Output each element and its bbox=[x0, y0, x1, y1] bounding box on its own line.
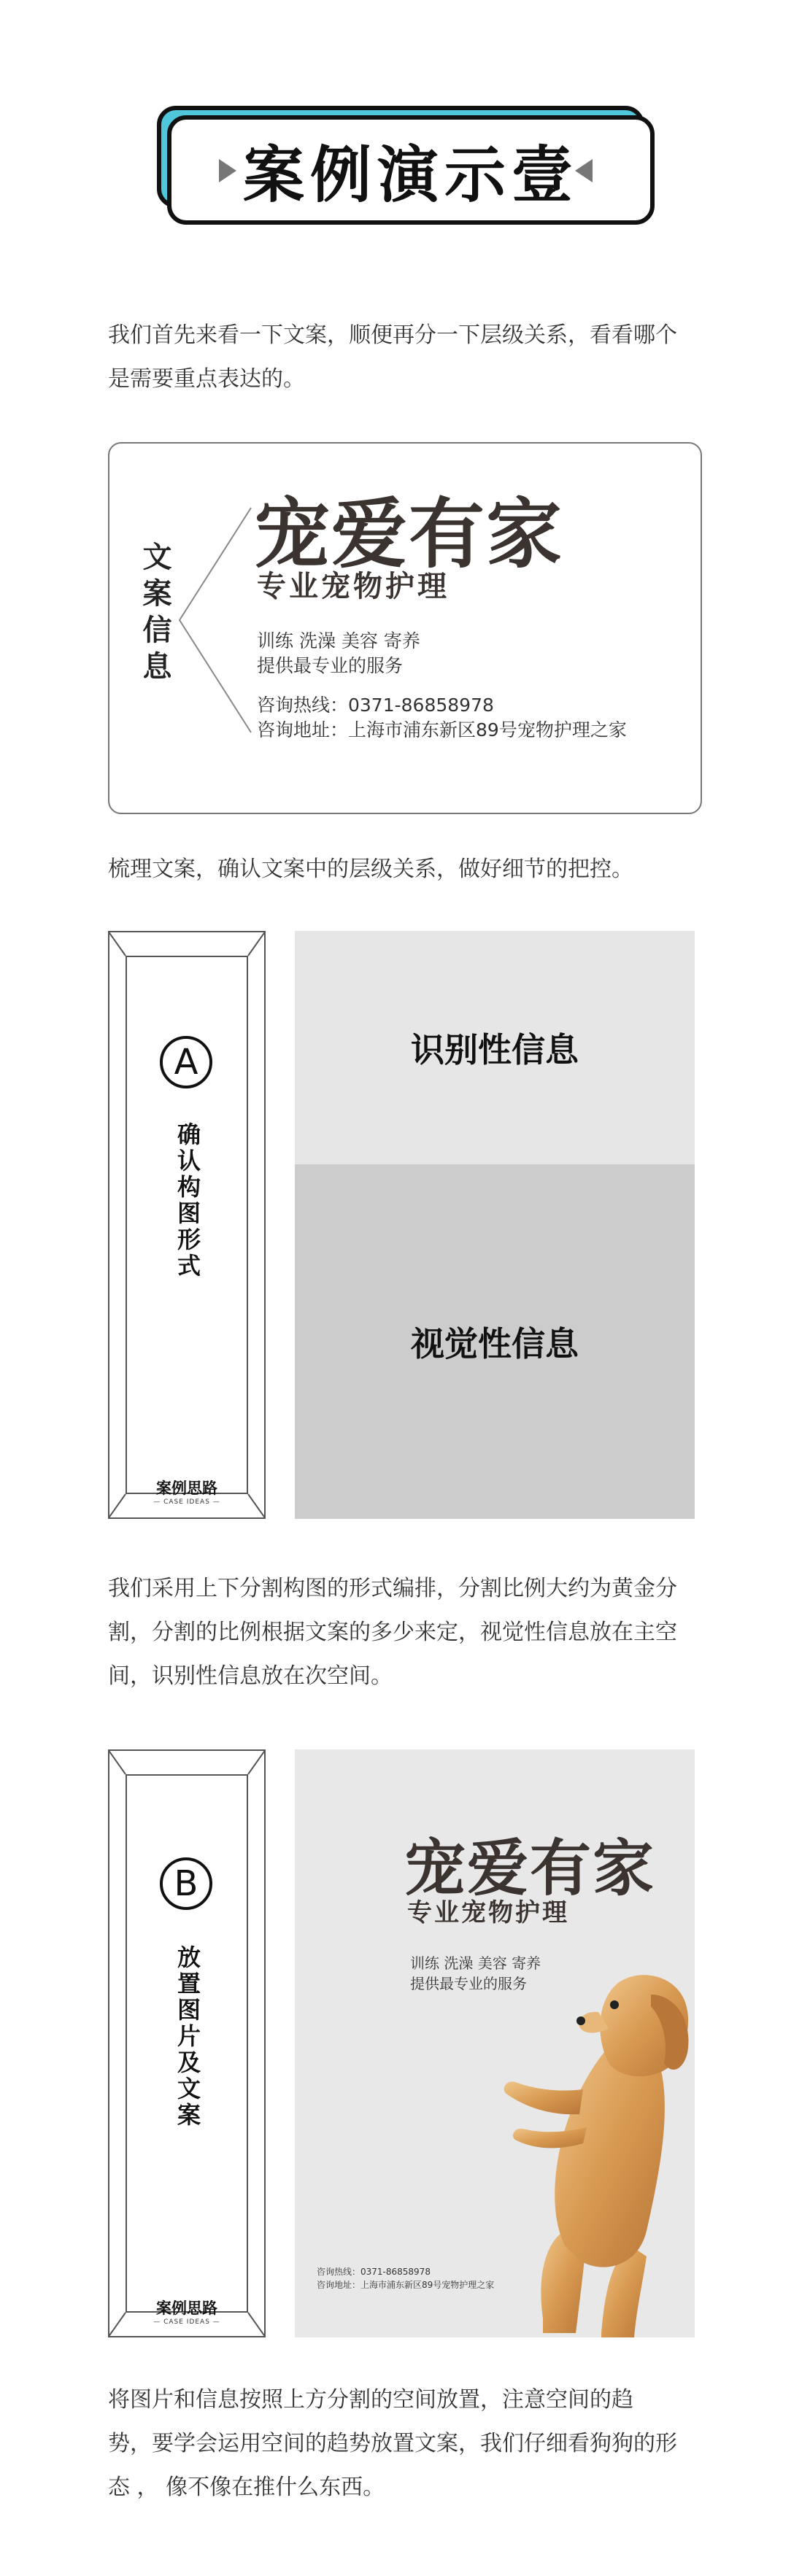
step-a-letter: A bbox=[174, 1042, 198, 1083]
visual-info-label: 视觉性信息 bbox=[411, 1324, 579, 1364]
intro-paragraph bbox=[108, 314, 714, 401]
closing-paragraph bbox=[108, 2378, 721, 2510]
layout-line: 割，分割的比例根据文案的多少来定，视觉性信息放在主空 bbox=[108, 1620, 677, 1645]
step-b-label: 放置图片及文案 bbox=[174, 1945, 201, 2129]
organize-paragraph: 梳理文案，确认文案中的层级关系，做好细节的把控。 bbox=[108, 856, 633, 882]
step-a-idea bbox=[126, 1477, 248, 1506]
step-b-idea bbox=[126, 2297, 248, 2326]
poster bbox=[295, 1749, 695, 2337]
poster-services: 训练 洗澡 美容 寄养 bbox=[410, 1954, 541, 1972]
copy-card-side-label: 文案信息 bbox=[138, 541, 171, 687]
poster-address: 咨询地址：上海市浦东新区89号宠物护理之家 bbox=[317, 2280, 495, 2290]
closing-line: 态 ， 像不像在推什么东西。 bbox=[108, 2475, 385, 2500]
poster-hotline: 咨询热线：0371-86858978 bbox=[317, 2267, 431, 2277]
triangle-left-icon bbox=[575, 159, 593, 182]
page-title: 案例演示壹 bbox=[242, 139, 579, 211]
step-a-idea-en: — CASE IDEAS — bbox=[153, 1498, 220, 1506]
layout-line: 间，识别性信息放在次空间。 bbox=[108, 1663, 393, 1689]
identity-info-block bbox=[295, 931, 695, 1164]
closing-line: 势，要学会运用空间的趋势放置文案，我们仔细看狗狗的形 bbox=[108, 2431, 677, 2456]
step-b-idea-en: — CASE IDEAS — bbox=[153, 2318, 220, 2326]
closing-line: 将图片和信息按照上方分割的空间放置，注意空间的趋 bbox=[108, 2387, 633, 2413]
poster-slogan: 专业宠物护理 bbox=[407, 1898, 569, 1927]
copy-brand: 宠爱有家 bbox=[254, 490, 564, 579]
step-b-letter: B bbox=[174, 1863, 198, 1904]
visual-info-block bbox=[295, 1164, 695, 1519]
step-a-idea-cn: 案例思路 bbox=[156, 1480, 217, 1497]
dog-icon bbox=[455, 1925, 695, 2337]
bracket-lines bbox=[175, 503, 255, 737]
intro-line: 是需要重点表达的。 bbox=[108, 366, 305, 392]
copy-hotline: 咨询热线：0371-86858978 bbox=[257, 695, 494, 716]
step-a-label: 确认构图形式 bbox=[174, 1122, 201, 1280]
poster-brand: 宠爱有家 bbox=[404, 1833, 656, 1904]
triangle-right-icon bbox=[219, 159, 236, 182]
step-b-idea-cn: 案例思路 bbox=[156, 2300, 217, 2317]
step-a-letter-circle bbox=[160, 1036, 212, 1088]
intro-line: 我们首先来看一下文案，顺便再分一下层级关系，看看哪个 bbox=[108, 322, 677, 348]
layout-line: 我们采用上下分割构图的形式编排，分割比例大约为黄金分 bbox=[108, 1576, 677, 1601]
step-b-letter-circle bbox=[160, 1857, 212, 1910]
copy-slogan: 专业宠物护理 bbox=[257, 570, 450, 603]
copy-address: 咨询地址：上海市浦东新区89号宠物护理之家 bbox=[257, 719, 627, 740]
layout-paragraph bbox=[108, 1567, 721, 1698]
poster-services-desc: 提供最专业的服务 bbox=[410, 1975, 527, 1992]
identity-info-label: 识别性信息 bbox=[411, 1030, 579, 1070]
copy-services-desc: 提供最专业的服务 bbox=[257, 655, 404, 676]
copy-services: 训练 洗澡 美容 寄养 bbox=[257, 630, 420, 651]
